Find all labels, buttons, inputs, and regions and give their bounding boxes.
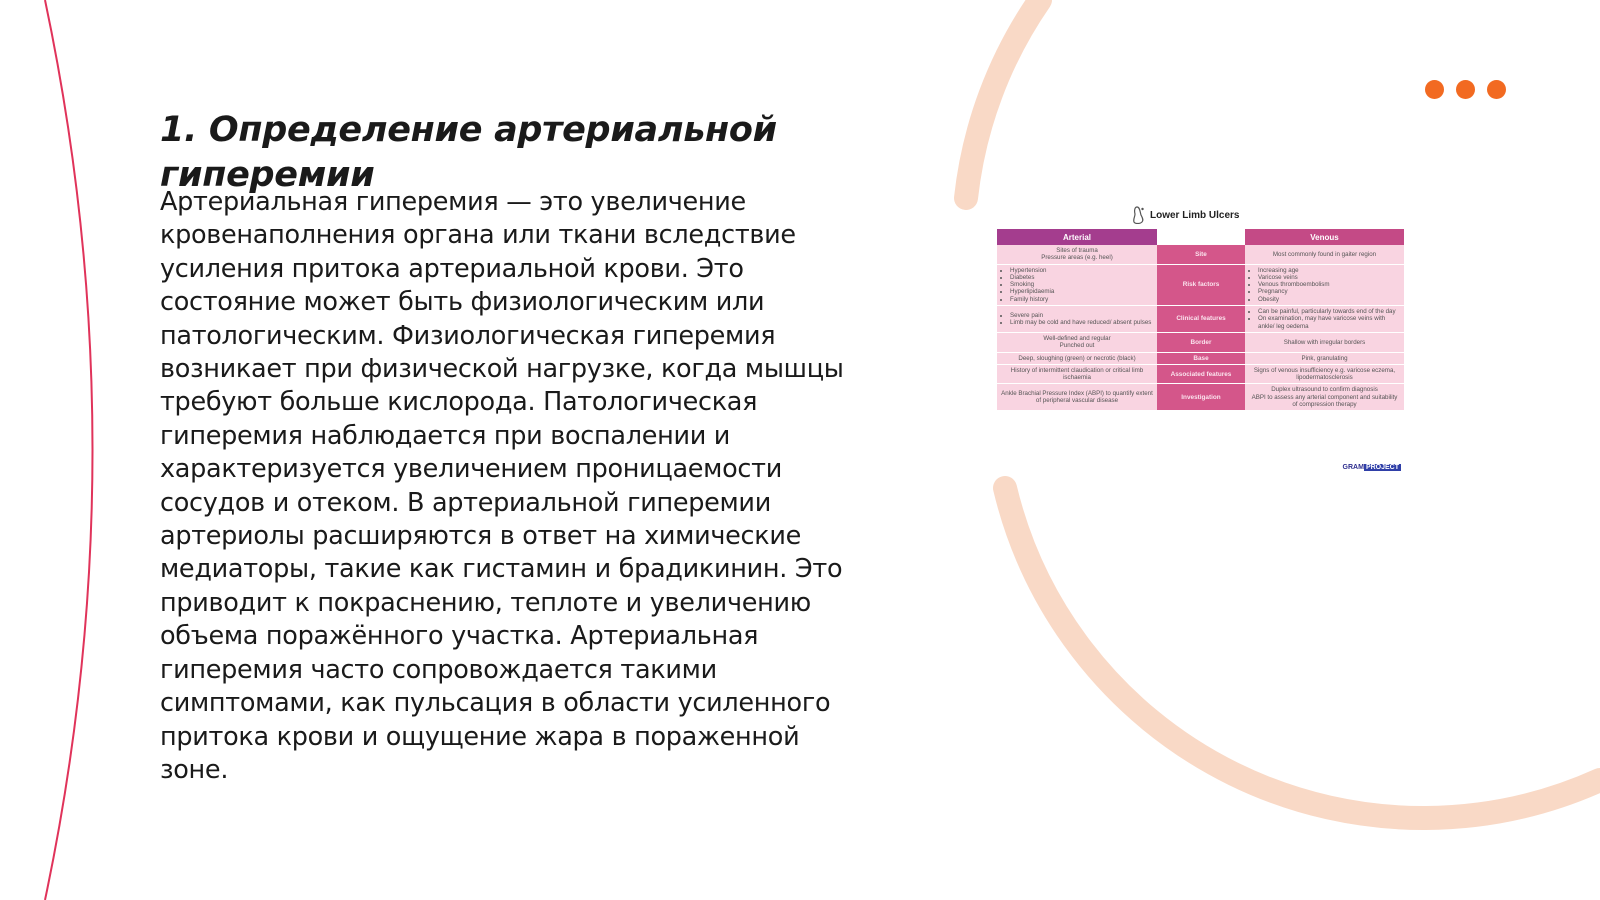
infographic-title-text: Lower Limb Ulcers: [1150, 209, 1240, 221]
venous-cell: Most commonly found in gaiter region: [1245, 245, 1404, 264]
header-arterial: Arterial: [997, 229, 1157, 245]
lower-limb-ulcers-infographic: [997, 204, 1404, 478]
dot: [1425, 80, 1444, 99]
arterial-cell: Ankle Brachial Pressure Index (ABPI) to quantify extent of peripheral vascular disease: [997, 384, 1157, 411]
arterial-cell: • Severe pain • Limb may be cold and have reduced/ absent pulses: [997, 306, 1157, 333]
dot: [1456, 80, 1475, 99]
large-decor-arc-lower: [1005, 488, 1600, 818]
slide-title: 1. Определение артериальной гиперемии: [160, 110, 777, 195]
table-row: [997, 245, 1404, 264]
table-row: [997, 364, 1404, 384]
label-cell: Associated features: [1157, 364, 1245, 384]
slide-body-text: Артериальная гиперемия — это увеличение кровенаполнения органа или ткани вследствие усиления притока артериальной крови. Это состояние может быть физиологическим или патологическим. Физиологическая гиперемия возникает при физической нагрузке, когда мышцы требуют больше кислорода. Патологическая гиперемия наблюдается при воспалении и характеризуется увеличением проницаемости сосудов и отеком. В артериальной гиперемии артериолы расширяются в ответ на химические медиаторы, такие как гистамин и брадикинин. Это приводит к покраснению, теплоте и увеличению объема поражённого участка. Артериальная гиперемия часто сопровождается такими симптомами, как пульсация в области усиленного притока крови и ощущение жара в пораженной зоне.: [160, 187, 844, 785]
arterial-cell: • Hypertension • Diabetes • Smoking • Hyperlipidaemia • Family history: [997, 264, 1157, 305]
label-cell: Risk factors: [1157, 264, 1245, 305]
venous-cell: • Can be painful, particularly towards end of the day • On examination, may have varicose veins with ankle/ leg oedema: [1245, 306, 1404, 333]
venous-cell: • Increasing age • Varicose veins • Venous thromboembolism • Pregnancy • Obesity: [1245, 264, 1404, 305]
table-row: [997, 384, 1404, 411]
venous-cell: Signs of venous insufficiency e.g. varicose eczema, lipodermatosclerosis: [1245, 364, 1404, 384]
label-cell: Site: [1157, 245, 1245, 264]
label-cell: Border: [1157, 332, 1245, 352]
arterial-cell: Sites of trauma Pressure areas (e.g. heel): [997, 245, 1157, 264]
label-cell: Base: [1157, 352, 1245, 364]
dot: [1487, 80, 1506, 99]
label-cell: Investigation: [1157, 384, 1245, 411]
arterial-cell: Well-defined and regular Punched out: [997, 332, 1157, 352]
comparison-table: [997, 229, 1404, 411]
venous-cell: Duplex ultrasound to confirm diagnosis ABPI to assess any arterial component and suitability of compression therapy: [1245, 384, 1404, 411]
brand-logo: GRAM PROJECT: [1342, 464, 1399, 471]
table-body: [997, 245, 1404, 411]
table-row: [997, 352, 1404, 364]
table-row: [997, 332, 1404, 352]
header-venous: Venous: [1245, 229, 1404, 245]
venous-cell: Pink, granulating: [1245, 352, 1404, 364]
infographic-title: [1132, 206, 1239, 224]
arterial-cell: History of intermittent claudication or critical limb ischaemia: [997, 364, 1157, 384]
foot-icon: [1132, 206, 1146, 224]
large-decor-arc: [966, 0, 1040, 198]
arterial-cell: Deep, sloughing (green) or necrotic (black): [997, 352, 1157, 364]
venous-cell: Shallow with irregular borders: [1245, 332, 1404, 352]
menu-dots-icon: [1425, 80, 1506, 99]
label-cell: Clinical features: [1157, 306, 1245, 333]
left-curve-line: [45, 0, 93, 900]
header-gap: [1157, 229, 1245, 245]
table-row: [997, 306, 1404, 333]
table-row: [997, 264, 1404, 305]
